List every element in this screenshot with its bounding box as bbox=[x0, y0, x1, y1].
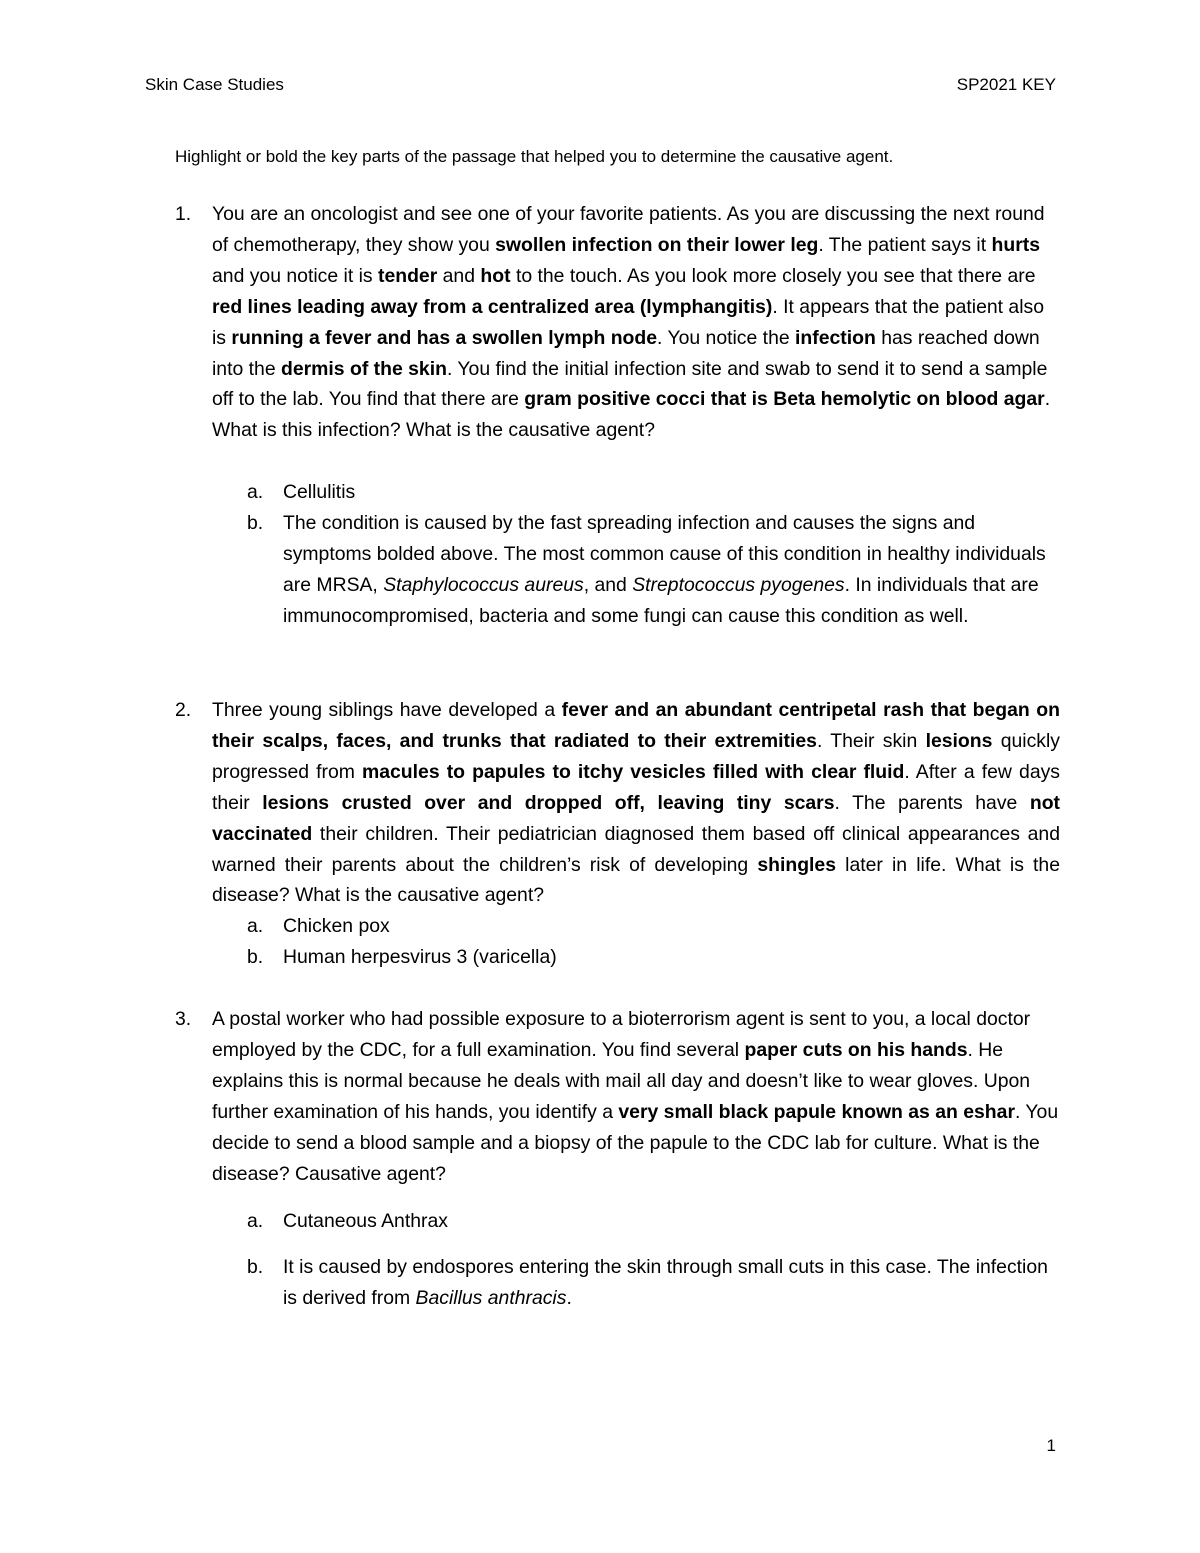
answer-text bbox=[283, 481, 355, 503]
text-run: and bbox=[437, 264, 481, 287]
text-run: . You notice the bbox=[657, 326, 796, 349]
page-number: 1 bbox=[1046, 1436, 1056, 1455]
text-run: . bbox=[566, 1286, 572, 1309]
answer-label: b. bbox=[247, 512, 264, 534]
answer-1b bbox=[247, 508, 1063, 632]
bold-text-run: swollen infection on their lower leg bbox=[495, 233, 819, 256]
text-run: . In individuals that are immunocompromised, bacteria and some fungi can cause this condition as well. bbox=[283, 573, 1039, 627]
bold-text-run: gram positive cocci that is Beta hemolytic on blood agar bbox=[524, 388, 1045, 411]
question-text bbox=[212, 1004, 1060, 1189]
bold-text-run: hot bbox=[480, 264, 511, 287]
header-key-label: SP2021 KEY bbox=[956, 75, 1056, 94]
text-run: Cutaneous Anthrax bbox=[283, 1210, 448, 1232]
text-run: later in life. What is the disease? What is the causative agent? bbox=[212, 853, 1061, 907]
bold-text-run: fever and an abundant centripetal rash that began on their scalps, faces, and trunks that radiated to their extremities bbox=[212, 699, 1060, 752]
text-run: . He explains this is normal because he deals with mail all day and doesn’t like to wear gloves. Upon further examination of his hands, you identify a bbox=[212, 1038, 1031, 1123]
text-run: Chicken pox bbox=[283, 915, 390, 937]
answer-text bbox=[283, 1256, 1048, 1309]
text-run: , and bbox=[583, 573, 633, 596]
text-run: quickly progressed from bbox=[212, 729, 1060, 783]
text-run: . The parents have bbox=[834, 791, 1030, 814]
instruction-text: Highlight or bold the key parts of the passage that helped you to determine the causative agent. bbox=[175, 147, 894, 166]
text-run: . You find the initial infection site and swab to send it to send a sample off to the lab. You find that there are bbox=[212, 357, 1048, 411]
answer-label: b. bbox=[247, 946, 264, 968]
answer-text bbox=[283, 1210, 448, 1232]
question-number: 2. bbox=[175, 699, 192, 721]
question-text bbox=[212, 695, 1060, 911]
question-number: 3. bbox=[175, 1008, 192, 1030]
question-number: 1. bbox=[175, 203, 192, 225]
answer-2a bbox=[247, 911, 1063, 942]
text-run: Human herpesvirus 3 (varicella) bbox=[283, 946, 557, 968]
answer-text bbox=[283, 946, 557, 968]
text-run: You are an oncologist and see one of your favorite patients. As you are discussing the next round of chemotherapy, they show you bbox=[212, 203, 1045, 256]
bold-text-run: not vaccinated bbox=[212, 791, 1060, 845]
bold-text-run: hurts bbox=[991, 233, 1040, 256]
text-run: . The patient says it bbox=[818, 233, 992, 256]
question-2 bbox=[175, 695, 1061, 911]
answer-label: b. bbox=[247, 1256, 264, 1278]
bold-text-run: red lines leading away from a centralized area (lymphangitis) bbox=[212, 295, 773, 318]
text-run: . It appears that the patient also is bbox=[212, 295, 1045, 349]
text-run: . After a few days their bbox=[212, 760, 1060, 814]
italic-text-run: Bacillus anthracis bbox=[415, 1286, 567, 1309]
bold-text-run: shingles bbox=[757, 853, 837, 876]
answer-3b bbox=[247, 1252, 1063, 1314]
text-run: . Their skin bbox=[816, 729, 926, 752]
bold-text-run: lesions bbox=[925, 729, 993, 752]
answer-3a bbox=[247, 1206, 1063, 1237]
italic-text-run: Staphylococcus aureus bbox=[383, 573, 584, 596]
answer-1a bbox=[247, 477, 1063, 508]
text-run: . What is this infection? What is the causative agent? bbox=[212, 388, 1051, 442]
bold-text-run: tender bbox=[378, 264, 438, 287]
italic-text-run: Streptococcus pyogenes bbox=[632, 573, 845, 596]
text-run: Cellulitis bbox=[283, 481, 356, 503]
answer-label: a. bbox=[247, 915, 264, 937]
question-text bbox=[212, 199, 1060, 446]
bold-text-run: very small black papule known as an eshar bbox=[618, 1100, 1015, 1123]
bold-text-run: paper cuts on his hands bbox=[744, 1038, 968, 1061]
answer-text bbox=[283, 512, 1046, 627]
text-run: their children. Their pediatrician diagnosed them based off clinical appearances and warned their parents about the children’s risk of developing bbox=[212, 822, 1060, 876]
text-run: The condition is caused by the fast spreading infection and causes the signs and symptoms bolded above. The most common cause of this condition in healthy individuals are MRSA, bbox=[283, 512, 1046, 596]
text-run: to the touch. As you look more closely you see that there are bbox=[510, 264, 1036, 287]
answer-text bbox=[283, 915, 390, 937]
bold-text-run: macules to papules to itchy vesicles filled with clear fluid bbox=[362, 760, 905, 783]
bold-text-run: dermis of the skin bbox=[281, 357, 447, 380]
text-run: A postal worker who had possible exposure to a bioterrorism agent is sent to you, a local doctor employed by the CDC, for a full examination. You find several bbox=[212, 1008, 1031, 1061]
question-3 bbox=[175, 1004, 1060, 1189]
bold-text-run: running a fever and has a swollen lymph node bbox=[231, 326, 658, 349]
text-run: and you notice it is bbox=[212, 264, 378, 287]
text-run: . You decide to send a blood sample and a biopsy of the papule to the CDC lab for culture. What is the disease? Causative agent? bbox=[212, 1100, 1059, 1185]
text-run: Three young siblings have developed a bbox=[212, 699, 562, 721]
answer-label: a. bbox=[247, 481, 264, 503]
header-title: Skin Case Studies bbox=[145, 75, 284, 94]
bold-text-run: lesions crusted over and dropped off, leaving tiny scars bbox=[262, 791, 835, 814]
text-run: It is caused by endospores entering the skin through small cuts in this case. The infection is derived from bbox=[283, 1256, 1048, 1309]
text-run: has reached down into the bbox=[212, 326, 1040, 380]
answer-2b bbox=[247, 942, 1063, 973]
question-1 bbox=[175, 199, 1060, 446]
answer-label: a. bbox=[247, 1210, 264, 1232]
bold-text-run: infection bbox=[795, 326, 876, 349]
